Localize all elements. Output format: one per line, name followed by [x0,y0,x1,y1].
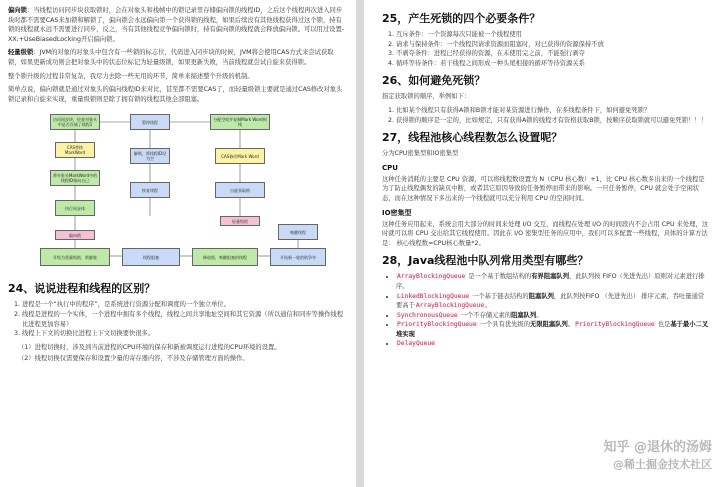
heading-25: 25，产生死锁的四个必要条件？ [382,12,541,25]
flow-step-release-wake: 释放锁，唤醒阻塞的线程 [192,248,258,266]
list-item: • SynchronousQueue 一个不存储元素的阻塞队列。 [396,311,710,321]
biased-lock-paragraph: 偏向锁：当线程访问同步块获取锁时，会在对象头和栈帧中的锁记录里存储偏向锁的线程ID，之后这个线程再次进入同步块时都不需要CAS来加锁和解锁了，偏向锁会永远偏向第一个获得锁的线程，如果后续没有其他线程获得过这个锁，持有锁的线程就永远不需要进行同步，反之，当有其他线程竞争偏向锁时，持有偏向锁的线程就会释放偏向锁。可以用过设置-XX:+UseBiasedLocking开启偏向锁。 [8,7,345,43]
flow-step-resume-thread: 恢复线程 [130,182,170,198]
list-item: 3. 线程上下文的切换比进程上下文切换要快很多。 [22,329,346,339]
list-item: 2. 请求与保持条件：一个线程因请求资源而阻塞时，对已获得的资源保持不放 [396,40,710,50]
list-25 [382,30,710,68]
flow-label-biased: 偏向锁 [55,230,95,240]
heading-cpu: CPU [382,163,398,172]
paragraph-26: 指定获取锁的顺序，举例如下： [382,93,471,101]
flow-step-wake-thread: 唤醒线程 [278,224,318,240]
flow-step-execute: 执行同步体 [55,200,95,216]
heading-io: IO密集型 [382,208,412,217]
list-item: 3. 不剥夺条件：进程已经获得的资源，在未使用完之前，不能强行剥夺 [396,49,710,59]
list-item: 1. 比如某个线程只有获得A锁和B锁才能对某资源进行操作，在多线程条件下，如何避免死锁？ [396,106,710,116]
paragraph-cpu: 这种任务消耗的主要是 CPU 资源，可以将线程数设置为 N（CPU 核心数）+1，比 CPU 核心数多出来的一个线程是为了防止线程偶发的缺页中断，或者其它原因导致的任务暂停而带来的影响。一旦任务暂停，CPU 就会处于空闲状态，而在这种情况下多出来的一个线程就可以充分利用 CPU 的空闲时间。 [382,175,705,202]
list-item: 1. 互斥条件：一个资源每次只能被一个线程使用 [396,30,710,40]
flow-step-inflate: 升级为重量级锁，锁膨胀 [40,248,110,266]
list-26 [382,106,710,125]
left-page [0,0,356,487]
heading-27: 27，线程池核心线程数怎么设置呢？ [382,131,563,145]
right-page [364,0,720,487]
flow-label-lightweight: 轻量级锁 [220,216,260,226]
flow-step-new-round: 开始新一轮的锁争夺 [270,248,326,266]
lock-upgrade-flowchart [30,108,330,276]
list-item: • LinkedBlockingQueue 一个基于链表结构的阻塞队列，此队列按FIFO （先进先出） 排序元素，吞吐量通常要高于ArrayBlockingQueue。 [396,292,710,311]
heading-24: 24、说说进程和线程的区别？ [8,282,156,296]
flow-step-unlock: 解锁，将线程ID设为空 [130,148,170,164]
list-28 [382,272,710,349]
watermark [603,439,712,473]
lightweight-lock-paragraph: 轻量级锁：JVM的对象的对象头中包含有一些锁的标志位，代码进入同步块的时候，JVM将会使用CAS方式来尝试获取锁，如果更新成功则会把对象头中的状态位标记为轻量级锁，如果更新失败，当前线程就尝试自旋来获得锁。 [8,49,334,66]
note-item: （1）进程切换时，涉及到当前进程的CPU环境的保存和新被调度运行进程的CPU环境的设置。 [18,343,281,351]
list-item: 2. 获得锁的顺序是一定的，比如规定，只有获得A锁的线程才有资格获取B锁，按顺序获取锁就可以避免死锁！！！ [396,116,710,126]
flow-step-pause-thread: 暂停线程 [130,114,170,130]
flow-step-check-header: 访问同步块，检查对象头中是否存储了线程1 [50,114,100,130]
flow-step-copy-markword: 分配空间并复制Mark Word到栈 [210,114,270,130]
watermark-zhihu: 知乎 @退休的汤姆 [603,440,712,455]
flow-step-block: 线程阻塞 [122,248,180,266]
list-item: 4. 循环等待条件：若干线程之间形成一种头尾相接的循环等待资源关系 [396,59,710,69]
paragraph-27: 分为CPU密集型和IO密集型 [382,150,459,158]
paragraph-io: 这种任务应用起来，系统会用大部分的时间来处理 I/O 交互，而线程在处理 I/O 的时间段内不会占用 CPU 来处理，这时就可以将 CPU 交出给其它线程使用。因此在 I/O 密集型任务的应用中，我们可以多配置一些线程，具体的计算方法是： 核心线程数=CPU核心数量*2。 [382,220,709,247]
list-item: 2. 线程是进程的一个实体，一个进程中拥有多个线程，线程之间共享地址空间和其它资源（所以通信和同步等操作线程比进程更加容易） [22,310,346,329]
heading-28: 28，Java线程池中队列常用类型有哪些？ [382,254,589,268]
list-24 [8,300,346,338]
upgrade-intro-paragraph: 整个锁升级的过程非常复杂，我尽力去除一些无用的环节，简单来描述整个升级的机制。 [8,72,254,80]
note-item: （2）线程切换仅需要保存和设置少量的寄存器内容，不涉及存储管理方面的操作。 [18,355,249,363]
flow-step-cas-replace: CAS替换MarkWord [55,142,95,158]
flow-step-spin: 自旋获取锁 [215,182,265,198]
summary-paragraph: 简单点说，偏向锁就是通过对象头的偏向线程ID来对比，甚至都不需要CAS了，而轻量级锁主要就是通过CAS修改对象头锁记录和自旋来实现，重量级锁则是除了拥有锁的线程其他全部阻塞。 [8,86,343,103]
list-item: • PriorityBlockingQueue 一个具有优先级的无限阻塞队列。PriorityBlockingQueue 也是基于最小二叉堆实现 [396,320,710,339]
list-item: • DelayQueue [396,339,710,349]
flow-step-cas-modify: CAS修改Mark Word [215,148,265,164]
watermark-juejin: @稀土掘金技术社区 [613,458,712,471]
list-item: • ArrayBlockingQueue 是一个基于数组结构的有界阻塞队列，此队列按 FIFO（先进先出）原则对元素进行排序。 [396,272,710,291]
list-item: 1. 进程是一个“执行中的程序”，是系统进行资源分配和调度的一个独立单位。 [22,300,346,310]
heading-26: 26、如何避免死锁？ [382,74,486,88]
flow-step-set-thread-id: 将对象头MarkWord中的线程ID指向自己 [50,170,100,186]
